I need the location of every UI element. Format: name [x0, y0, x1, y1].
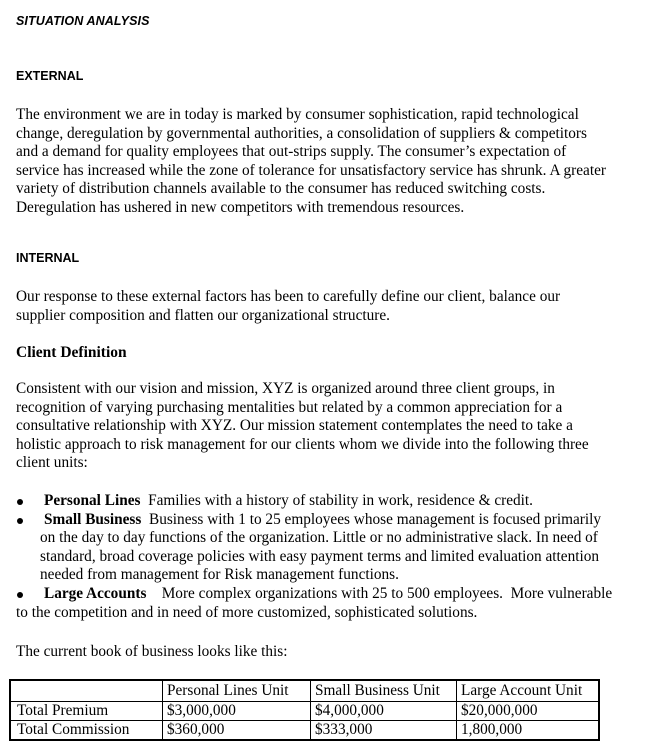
table-cell: $333,000: [311, 721, 457, 741]
bullet-text: to the competition and in need of more customized, sophisticated solutions.: [16, 603, 478, 621]
internal-heading: INTERNAL: [16, 251, 80, 265]
table-cell: $20,000,000: [457, 702, 600, 721]
text-line: Deregulation has ushered in new competitors with tremendous resources.: [16, 198, 465, 216]
text-line: Our response to these external factors has been to carefully define our client, balance our: [16, 288, 561, 305]
text-line: supplier composition and flatten our organizational structure.: [16, 306, 390, 324]
list-item-large-accounts: [0, 585, 648, 622]
bullet-text: standard, broad coverage policies with easy payment terms and limited evaluation attention: [40, 547, 600, 565]
table-header-cell: Personal Lines Unit: [163, 680, 311, 702]
book-intro: The current book of business looks like this:: [16, 643, 288, 660]
table-cell: $360,000: [163, 721, 311, 741]
bullet-icon: [17, 518, 23, 524]
bullet-text: on the day to day functions of the organization. Little or no administrative slack. In need of: [40, 529, 598, 547]
internal-paragraph: [16, 288, 646, 325]
text-line: recognition of varying purchasing mentalities but related by a common appreciation for a: [16, 398, 563, 416]
table-row: [10, 721, 599, 741]
bullet-text: More complex organizations with 25 to 500 employees. More vulnerable: [146, 584, 613, 602]
external-paragraph: [16, 106, 646, 218]
bullet-label: Large Accounts: [44, 584, 147, 602]
table-cell: Total Commission: [10, 721, 163, 741]
bullet-label: Small Business: [44, 510, 142, 528]
bullet-text: needed from management for Risk management functions.: [40, 566, 399, 584]
table-cell: 1,800,000: [457, 721, 600, 741]
text-line: variety of distribution channels available to the consumer has reduced switching costs.: [16, 180, 546, 198]
table-row: [10, 702, 599, 721]
client-definition-heading: Client Definition: [16, 344, 127, 361]
table-header-cell: Small Business Unit: [311, 680, 457, 702]
list-item-personal-lines: [0, 492, 648, 511]
table-header-row: [10, 680, 599, 702]
table-header-cell: Large Account Unit: [457, 680, 600, 702]
bullet-text: Families with a history of stability in work, residence & credit.: [140, 492, 534, 509]
table-cell: $4,000,000: [311, 702, 457, 721]
list-item-small-business: [0, 511, 648, 585]
client-units-list: [0, 492, 648, 622]
text-line: change, deregulation by governmental authorities, a consolidation of suppliers & competitors: [16, 124, 587, 142]
bullet-text: Business with 1 to 25 employees whose management is focused primarily: [141, 510, 602, 528]
table-header-cell: [10, 680, 163, 702]
text-line: Consistent with our vision and mission, XYZ is organized around three client groups, in: [16, 380, 555, 397]
text-line: and a demand for quality employees that out-strips supply. The consumer’s expectation of: [16, 143, 567, 161]
bullet-label: Personal Lines: [44, 492, 141, 509]
bullet-icon: [17, 592, 23, 598]
table-cell: $3,000,000: [163, 702, 311, 721]
book-of-business-table: [9, 679, 600, 741]
external-heading: EXTERNAL: [16, 69, 84, 83]
text-line: service has increased while the zone of tolerance for unsatisfactory service has shrunk. A greater: [16, 161, 606, 179]
text-line: consultative relationship with XYZ. Our mission statement contemplates the need to take a: [16, 417, 573, 435]
document-title: SITUATION ANALYSIS: [16, 14, 150, 28]
text-line: The environment we are in today is marked by consumer sophistication, rapid technological: [16, 106, 579, 123]
text-line: client units:: [16, 454, 88, 472]
client-definition-paragraph: [16, 380, 646, 473]
text-line: holistic approach to risk management for our clients whom we divide into the following three: [16, 435, 589, 453]
bullet-icon: [17, 499, 23, 505]
table-cell: Total Premium: [10, 702, 163, 721]
